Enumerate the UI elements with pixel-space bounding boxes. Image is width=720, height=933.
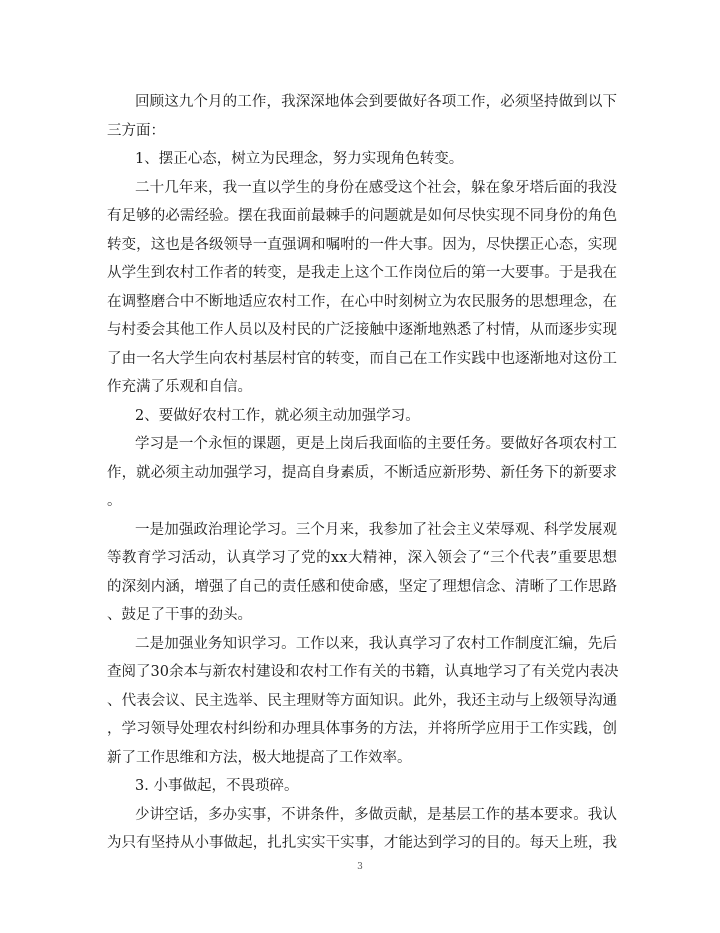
text-line: 二十几年来，我一直以学生的身份在感受这个社会，躲在象牙塔后面的我没 <box>135 179 617 196</box>
text-line: 作充满了乐观和自信。 <box>107 379 252 395</box>
body-text <box>107 88 617 858</box>
text-line: 2、要做好农村工作，就必须主动加强学习。 <box>135 407 420 424</box>
text-line: 从学生到农村工作者的转变，是我走上这个工作岗位后的第一大要事。于是我在 <box>107 265 617 281</box>
text-line: 为只有坚持从小事做起，扎扎实实干实事，才能达到学习的目的。每天上班，我 <box>107 835 617 851</box>
text-line: 二是加强业务知识学习。工作以来，我认真学习了农村工作制度汇编，先后 <box>135 635 617 652</box>
text-line: 少讲空话，多办实事，不讲条件，多做贡献，是基层工作的基本要求。我认 <box>135 806 617 823</box>
text-line: 有足够的必需经验。摆在我面前最棘手的问题就是如何尽快实现不同身份的角色 <box>107 208 617 224</box>
text-line: 作，就必须主动加强学习，提高自身素质，不断适应新形势、新任务下的新要求 <box>107 464 617 481</box>
text-line: 3. 小事做起，不畏琐碎。 <box>135 778 299 794</box>
text-line: 、代表会议、民主选举、民主理财等方面知识。此外，我还主动与上级领导沟通 <box>107 692 617 709</box>
text-line: 与村委会其他工作人员以及村民的广泛接触中逐渐地熟悉了村情，从而逐步实现 <box>107 322 617 338</box>
text-line: 一是加强政治理论学习。三个月来，我参加了社会主义荣辱观、科学发展观 <box>135 521 617 538</box>
text-line: 在调整磨合中不断地适应农村工作，在心中时刻树立为农民服务的思想理念，在 <box>107 293 617 310</box>
text-line: 转变，这也是各级领导一直强调和嘱咐的一件大事。因为，尽快摆正心态，实现 <box>107 236 617 253</box>
text-line: 、鼓足了干事的劲头。 <box>107 607 252 623</box>
text-line: 回顾这九个月的工作，我深深地体会到要做好各项工作，必须坚持做到以下 <box>135 94 617 110</box>
text-line: ，学习领导处理农村纠纷和办理具体事务的方法，并将所学应用于工作实践，创 <box>107 721 617 737</box>
text-line: 三方面： <box>107 122 165 139</box>
text-line: 学习是一个永恒的课题，更是上岗后我面临的主要任务。要做好各项农村工 <box>135 436 617 452</box>
text-line: 的深刻内涵，增强了自己的责任感和使命感，坚定了理想信念、清晰了工作思路 <box>107 578 617 595</box>
text-line: 。 <box>107 493 122 509</box>
text-line: 等教育学习活动，认真学习了党的xx大精神，深入领会了“三个代表”重要思想 <box>107 550 617 566</box>
text-line: 新了工作思维和方法，极大地提高了工作效率。 <box>107 749 412 766</box>
text-line: 查阅了30余本与新农村建设和农村工作有关的书籍，认真地学习了有关党内表决 <box>107 664 619 680</box>
page-number: 3 <box>357 862 363 872</box>
text-line: 1、摆正心态，树立为民理念，努力实现角色转变。 <box>135 151 464 167</box>
text-line: 了由一名大学生向农村基层村官的转变，而自己在工作实践中也逐渐地对这份工 <box>107 350 617 367</box>
